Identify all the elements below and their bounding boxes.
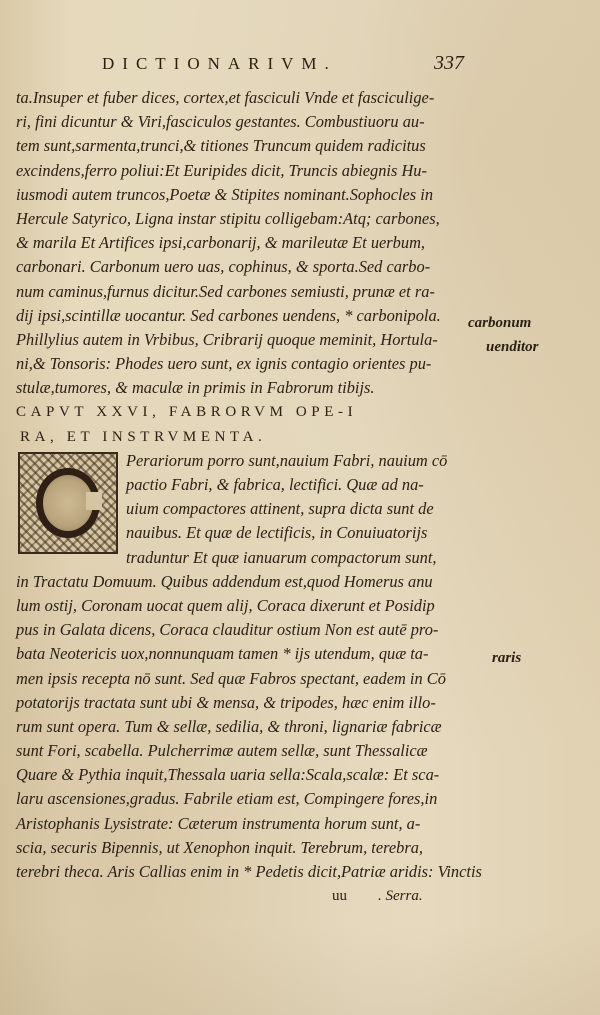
text-line: in Tractatu Domuum. Quibus addendum est,quod Homerus anu xyxy=(16,571,433,591)
text-line: sunt Fori, scabella. Pulcherrimæ autem sellæ, sunt Thessalicæ xyxy=(16,741,428,761)
chapter-heading-line-2: RA, ET INSTRVMENTA. xyxy=(20,428,267,445)
text-line: excindens,ferro poliui:Et Euripides dicit, Truncis abiegnis Hu- xyxy=(16,160,427,180)
running-head xyxy=(0,54,600,84)
text-line: Phillylius autem in Vrbibus, Cribrarij quoque meminit, Hortula- xyxy=(16,329,438,349)
chapter-heading-line-1: CAPVT XXVI, FABRORVM OPE-I xyxy=(16,404,358,421)
page-shadow xyxy=(0,925,600,1015)
text-line: & marila Et Artifices ipsi,carbonarij, & marileutæ Et uerbum, xyxy=(16,233,426,253)
text-line: lum ostij, Coronam uocat quem alij, Coraca dixerunt et Posidip xyxy=(16,595,435,615)
text-line: ta.Insuper et fuber dices, cortex,et fasciculi Vnde et fasciculige- xyxy=(16,88,435,107)
text-line: rum sunt opera. Tum & sellæ, sedilia, & throni, lignariæ fabricæ xyxy=(16,716,442,736)
catchword-left: uu xyxy=(332,888,347,904)
text-line: potatorijs tractata sunt ubi & mensa, & tripodes, hæc enim illo- xyxy=(16,692,436,712)
margin-note-carbonum: carbonum xyxy=(468,315,532,331)
text-line: tem sunt,sarmenta,trunci,& titiones Truncum quidem radicitus xyxy=(16,136,426,156)
text-line: Hercule Satyrico, Ligna instar stipitu colligebam:Atq; carbones, xyxy=(16,208,440,228)
text-line: Quare & Pythia inquit,Thessala uaria sella:Scala,scalæ: Et sca- xyxy=(16,765,440,785)
text-line: laru ascensiones,gradus. Fabrile etiam est, Compingere fores,in xyxy=(16,789,438,809)
text-line: Perariorum porro sunt,nauium Fabri, nauium cō xyxy=(126,450,448,470)
text-line: pus in Galata dicens, Coraca clauditur ostium Non est autē pro- xyxy=(16,620,439,640)
text-line: nauibus. Et quæ de lectificis, in Conuiuatorijs xyxy=(126,523,428,543)
text-line: iusmodi autem truncos,Poetæ & Stipites nominant.Sophocles in xyxy=(16,184,434,204)
text-line: ni,& Tonsoris: Phodes uero sunt, ex ignis contagio orientes pu- xyxy=(16,354,432,374)
margin-note-uenditor: uenditor xyxy=(486,339,539,355)
text-line: stulæ,tumores, & maculæ in primis in Fabrorum tibijs. xyxy=(16,378,375,398)
text-line: uium compactores attinent, supra dicta sunt de xyxy=(126,499,434,519)
catchword-right: . Serra. xyxy=(378,888,423,904)
text-line: men ipsis recepta nō sunt. Sed quæ Fabros spectant, eadem in Cō xyxy=(16,668,446,688)
text-line: bata Neotericis uox,nonnunquam tamen * ijs utendum, quæ ta- xyxy=(16,644,429,664)
body-text xyxy=(16,86,546,884)
text-line: dij ipsi,scintillæ uocantur. Sed carbones uendens, * carbonipola. xyxy=(16,305,441,325)
text-line: scia, securis Bipennis, ut Xenophon inquit. Terebrum, terebra, xyxy=(16,837,424,857)
running-title: DICTIONARIVM. xyxy=(102,54,337,73)
text-line: traduntur Et quæ ianuarum compactorum sunt, xyxy=(126,547,437,567)
page-number: 337 xyxy=(434,52,464,74)
text-line: ri, fini dicuntur & Viri,fasciculos gestantes. Combustiuoru au- xyxy=(16,112,425,132)
text-line: num caminus,furnus dicitur.Sed carbones semiusti, prunæ et ra- xyxy=(16,281,435,301)
text-line: carbonari. Carbonum uero uas, cophinus, & sporta.Sed carbo- xyxy=(16,257,431,277)
text-line: terebri theca. Aris Callias enim in * Pedetis dicit,Patriæ aridis: Vinctis xyxy=(16,862,482,881)
text-line: Aristophanis Lysistrate: Cæterum instrumenta horum sunt, a- xyxy=(16,813,421,833)
text-line: pactio Fabri, & fabrica, lectifici. Quæ ad na- xyxy=(126,475,424,494)
margin-note-raris: raris xyxy=(492,650,522,666)
